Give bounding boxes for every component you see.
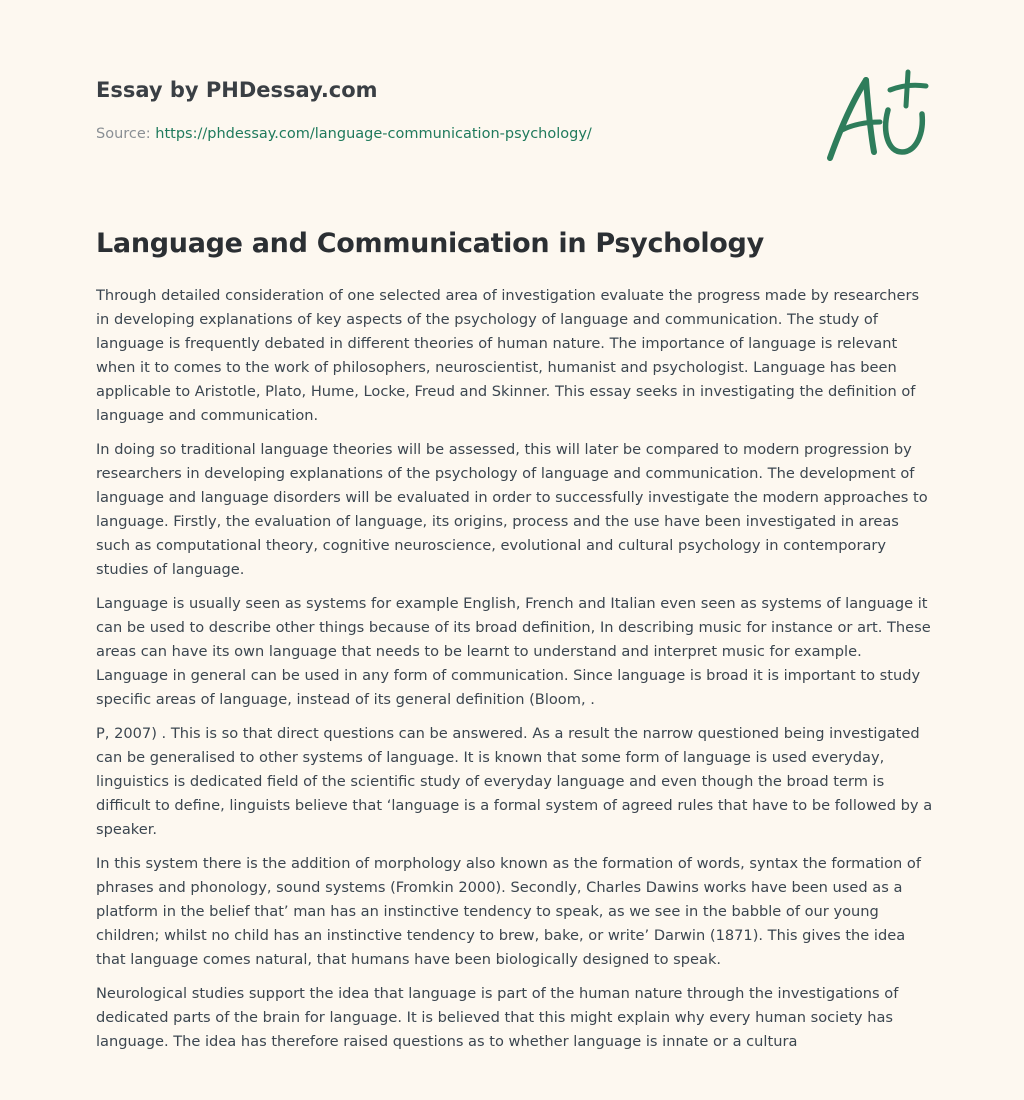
page-header <box>96 76 796 144</box>
essay-paragraph: Neurological studies support the idea that language is part of the human nature through the investigations of dedicated parts of the brain for language. It is believed that this might explain why every human society has language. The idea has therefore raised questions as to whether language is innate or a cultura <box>96 985 899 1050</box>
essay-body <box>96 284 934 1094</box>
essay-paragraph: Language is usually seen as systems for example English, French and Italian even seen as systems of language it can be used to describe other things because of its broad definition, In describing music for instance or art. These areas can have its own language that needs to be learnt to understand and interpret music for example. Language in general can be used in any form of communication. Since language is broad it is important to study specific areas of language, instead of its general definition (Bloom, . <box>96 595 931 708</box>
source-line <box>96 124 796 144</box>
source-link[interactable]: https://phdessay.com/language-communication-psychology/ <box>155 126 592 142</box>
essay-paragraph: In this system there is the addition of morphology also known as the formation of words, syntax the formation of phrases and phonology, sound systems (Fromkin 2000). Secondly, Charles Dawins works have been used as a platform in the belief that’ man has an instinctive tendency to speak, as we see in the babble of our young children; whilst no child has an instinctive tendency to brew, bake, or write’ Darwin (1871). This gives the idea that language comes natural, that humans have been biologically designed to speak. <box>96 855 921 968</box>
essay-paragraph: Through detailed consideration of one selected area of investigation evaluate the progress made by researchers in developing explanations of key aspects of the psychology of language and communication. The study of language is frequently debated in different theories of human nature. The importance of language is relevant when it to comes to the work of philosophers, neuroscientist, humanist and psychologist. Language has been applicable to Aristotle, Plato, Hume, Locke, Freud and Skinner. This essay seeks in investigating the definition of language and communication. <box>96 287 920 424</box>
essay-paragraph: In doing so traditional language theories will be assessed, this will later be compared to modern progression by researchers in developing explanations of the psychology of language and communication. The development of language and language disorders will be evaluated in order to successfully investigate the modern approaches to language. Firstly, the evaluation of language, its origins, process and the use have been investigated in areas such as computational theory, cognitive neuroscience, evolutional and cultural psychology in contemporary studies of language. <box>96 441 928 578</box>
brand-title: Essay by PHDessay.com <box>96 78 378 102</box>
essay-paragraph: P, 2007) . This is so that direct questions can be answered. As a result the narrow questioned being investigated can be generalised to other systems of language. It is known that some form of language is used everyday, linguistics is dedicated field of the scientific study of everyday language and even though the broad term is difficult to define, linguists believe that ‘language is a formal system of agreed rules that have to be followed by a speaker. <box>96 725 933 838</box>
source-label: Source: <box>96 126 156 142</box>
essay-title: Language and Communication in Psychology <box>96 228 764 259</box>
a-plus-grade-icon <box>818 66 930 166</box>
